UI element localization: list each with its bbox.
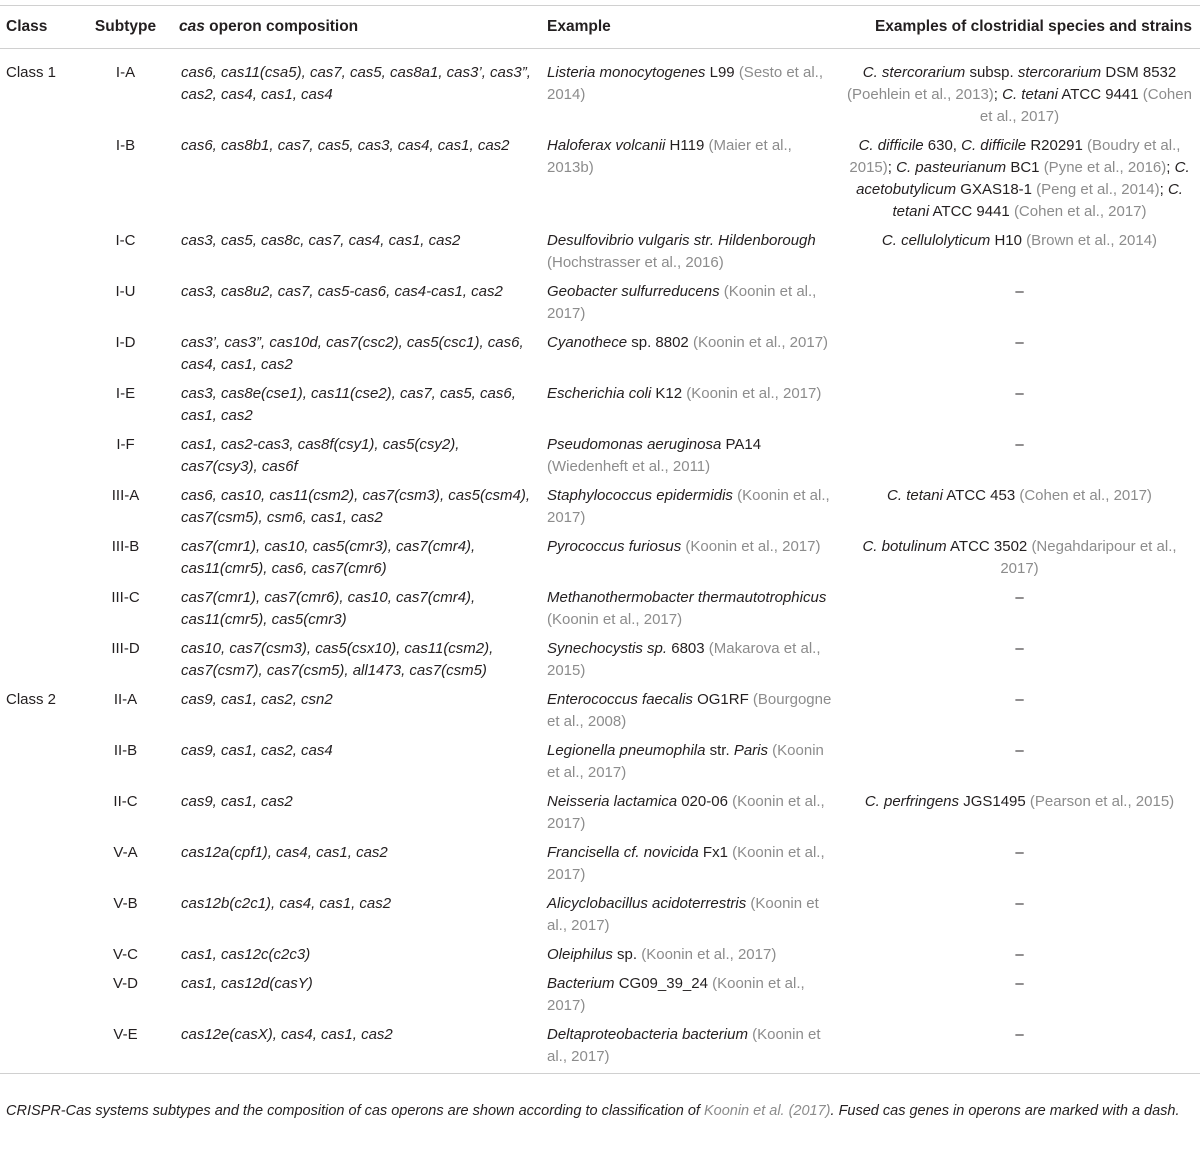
example-species: Neisseria lactamica — [547, 793, 678, 810]
cell-example — [541, 49, 839, 133]
header-row — [0, 6, 1200, 49]
example-strain: L99 — [705, 64, 739, 81]
example-species: Escherichia coli — [547, 385, 652, 402]
clostridial-species: stercorarium — [1017, 64, 1102, 81]
cell-subtype: II-B — [113, 742, 138, 759]
cell-class — [0, 941, 78, 970]
cell-example — [541, 533, 839, 584]
example-reference: (Koonin et al., 2017) — [547, 844, 825, 883]
clostridial-reference: (Cohen et al., 2017) — [1019, 487, 1152, 504]
example-species: Cyanothece — [547, 334, 628, 351]
cell-clostridial — [839, 380, 1200, 431]
table-row — [0, 839, 1200, 890]
header-operon-rest: operon composition — [204, 18, 359, 35]
clostridial-reference: (Pyne et al., 2016) — [1043, 159, 1167, 176]
empty-dash: – — [1015, 975, 1024, 992]
clostridial-reference: (Negahdaripour et al., 2017) — [1000, 538, 1177, 577]
header-operon-em: cas — [179, 18, 205, 35]
example-reference: (Koonin et al., 2017) — [547, 487, 830, 526]
cell-subtype: V-C — [112, 946, 138, 963]
example-species: Geobacter sulfurreducens — [547, 283, 720, 300]
example-strain: PA14 — [721, 436, 762, 453]
cell-clostridial — [839, 788, 1200, 839]
example-strain: 020-06 — [677, 793, 733, 810]
cell-operon: cas6, cas11(csa5), cas7, cas5, cas8a1, cas3’, cas3”, cas2, cas4, cas1, cas4 — [181, 64, 531, 103]
header-clostridial: Examples of clostridial species and strains — [839, 6, 1200, 49]
cell-subtype: V-A — [113, 844, 138, 861]
clostridial-strain: H10 — [990, 232, 1027, 249]
table-body — [0, 49, 1200, 1074]
example-reference: (Makarova et al., 2015) — [547, 640, 821, 679]
cell-operon: cas12e(casX), cas4, cas1, cas2 — [173, 1021, 541, 1074]
cell-subtype: III-D — [111, 640, 140, 657]
table-row — [0, 132, 1200, 227]
cell-subtype: II-C — [113, 793, 138, 810]
example-reference: (Koonin et al., 2017) — [547, 793, 825, 832]
table-row — [0, 482, 1200, 533]
example-species: Francisella cf. novicida — [547, 844, 699, 861]
cell-operon: cas1, cas12d(casY) — [181, 975, 313, 992]
cell-example — [541, 970, 839, 1021]
cell-class — [0, 737, 78, 788]
example-species: Methanothermobacter thermautotrophicus — [547, 589, 827, 606]
table-row — [0, 227, 1200, 278]
cell-example — [541, 380, 839, 431]
cell-example — [541, 941, 839, 970]
cell-clostridial — [839, 227, 1200, 278]
cell-class: Class 2 — [6, 691, 57, 708]
cell-class — [0, 431, 78, 482]
empty-dash: – — [1015, 589, 1024, 606]
cell-subtype: V-E — [78, 1021, 173, 1074]
table-row — [0, 584, 1200, 635]
example-reference: (Koonin et al., 2017) — [692, 334, 829, 351]
cell-operon: cas7(cmr1), cas10, cas5(cmr3), cas7(cmr4), cas11(cmr5), cas6, cas7(cmr6) — [181, 538, 476, 577]
header-subtype: Subtype — [78, 6, 173, 49]
example-reference: (Koonin et al., 2017) — [686, 385, 822, 402]
table-row — [0, 788, 1200, 839]
clostridial-strain: DSM 8532 — [1101, 64, 1177, 81]
cell-operon: cas9, cas1, cas2, cas4 — [181, 742, 333, 759]
empty-dash: – — [1015, 436, 1024, 453]
example-species: Pseudomonas aeruginosa — [547, 436, 722, 453]
cell-operon: cas9, cas1, cas2 — [181, 793, 293, 810]
cell-operon: cas6, cas8b1, cas7, cas5, cas3, cas4, cas1, cas2 — [181, 137, 510, 154]
cell-operon: cas12a(cpf1), cas4, cas1, cas2 — [181, 844, 388, 861]
cell-clostridial — [839, 431, 1200, 482]
cell-operon: cas7(cmr1), cas7(cmr6), cas10, cas7(cmr4), cas11(cmr5), cas5(cmr3) — [181, 589, 476, 628]
example-strain-name: Paris — [733, 742, 768, 759]
table-row — [0, 380, 1200, 431]
cell-class — [0, 132, 78, 227]
table-row — [0, 890, 1200, 941]
cell-operon: cas6, cas10, cas11(csm2), cas7(csm3), cas5(csm4), cas7(csm5), csm6, cas1, cas2 — [181, 487, 530, 526]
example-strain: K12 — [651, 385, 687, 402]
cell-example — [541, 635, 839, 686]
cell-class — [0, 227, 78, 278]
cell-subtype: II-A — [113, 691, 138, 708]
clostridial-species: C. perfringens — [864, 793, 960, 810]
cell-operon: cas1, cas12c(c2c3) — [181, 946, 311, 963]
example-species: Deltaproteobacteria bacterium — [547, 1026, 748, 1043]
example-species: Enterococcus faecalis — [547, 691, 693, 708]
cell-subtype: I-D — [115, 334, 136, 351]
clostridial-strain: JGS1495 — [959, 793, 1030, 810]
example-reference: (Wiedenheft et al., 2011) — [547, 458, 711, 475]
cell-class — [0, 380, 78, 431]
table-row — [0, 635, 1200, 686]
example-strain: sp. — [612, 946, 642, 963]
clostridial-strain: GXAS18-1 — [956, 181, 1037, 198]
caption-after: . Fused cas genes in operons are marked with a dash. — [830, 1103, 1180, 1119]
example-reference: (Koonin et al., 2017) — [547, 283, 817, 322]
table-row — [0, 431, 1200, 482]
header-operon — [173, 6, 541, 49]
cell-example — [541, 788, 839, 839]
cell-clostridial — [839, 482, 1200, 533]
clostridial-species: C. tetani — [892, 181, 1183, 220]
table-row — [0, 49, 1200, 133]
clostridial-reference: (Cohen et al., 2017) — [979, 86, 1192, 125]
cell-subtype: I-E — [115, 385, 136, 402]
empty-dash: – — [1015, 742, 1024, 759]
example-species: Staphylococcus epidermidis — [547, 487, 733, 504]
clostridial-reference: (Pearson et al., 2015) — [1029, 793, 1175, 810]
cell-example — [541, 584, 839, 635]
clostridial-strain: ATCC 9441 — [929, 203, 1014, 220]
clostridial-strain: BC1 — [1006, 159, 1044, 176]
cell-subtype: V-B — [113, 895, 138, 912]
cell-subtype: III-C — [111, 589, 140, 606]
example-reference: (Koonin et al., 2017) — [547, 895, 819, 934]
cell-example — [541, 132, 839, 227]
clostridial-species: C. tetani — [887, 487, 943, 504]
cell-class — [0, 635, 78, 686]
empty-dash: – — [1015, 946, 1024, 963]
clostridial-strain: ; — [1159, 181, 1168, 198]
crispr-cas-table — [0, 5, 1200, 1074]
cell-class — [0, 890, 78, 941]
cell-subtype: I-B — [115, 137, 136, 154]
clostridial-strain: ATCC 453 — [942, 487, 1020, 504]
table-row — [0, 686, 1200, 737]
clostridial-species: C. cellulolyticum — [881, 232, 991, 249]
table-row — [0, 941, 1200, 970]
example-reference: (Koonin et al., 2017) — [547, 742, 824, 781]
caption-before: CRISPR-Cas systems subtypes and the composition of cas operons are shown according to classification of — [6, 1103, 704, 1119]
clostridial-strain: 630, — [923, 137, 962, 154]
table-row — [0, 278, 1200, 329]
example-species: Desulfovibrio vulgaris str. Hildenborough — [547, 232, 816, 249]
clostridial-strain: ATCC 3502 — [946, 538, 1032, 555]
example-strain: H119 — [665, 137, 709, 154]
cell-clostridial — [839, 1021, 1200, 1074]
example-reference: (Koonin et al., 2017) — [685, 538, 821, 555]
empty-dash: – — [1015, 283, 1024, 300]
clostridial-species: C. pasteurianum — [896, 159, 1007, 176]
example-reference: (Koonin et al., 2017) — [547, 975, 805, 1014]
example-species: Synechocystis sp. — [547, 640, 668, 657]
example-reference: (Koonin et al., 2017) — [547, 611, 683, 628]
cell-subtype: III-A — [111, 487, 140, 504]
clostridial-strain: R20291 — [1026, 137, 1088, 154]
cell-example — [541, 227, 839, 278]
example-reference: (Hochstrasser et al., 2016) — [547, 254, 724, 271]
clostridial-species: C. difficile — [858, 137, 924, 154]
example-reference: (Koonin et al., 2017) — [547, 1026, 821, 1065]
clostridial-strain: ATCC 9441 — [1058, 86, 1143, 103]
empty-dash: – — [1015, 334, 1024, 351]
example-strain: 6803 — [667, 640, 709, 657]
example-strain: OG1RF — [692, 691, 753, 708]
cell-example — [541, 329, 839, 380]
cell-class — [0, 584, 78, 635]
cell-operon: cas3, cas5, cas8c, cas7, cas4, cas1, cas2 — [181, 232, 461, 249]
cell-clostridial — [839, 49, 1200, 133]
table-row — [0, 1021, 1200, 1074]
cell-clostridial — [839, 941, 1200, 970]
cell-class — [0, 533, 78, 584]
table-row — [0, 329, 1200, 380]
example-species: Legionella pneumophila — [547, 742, 706, 759]
cell-clostridial — [839, 278, 1200, 329]
table-row — [0, 737, 1200, 788]
clostridial-strain: subsp. — [965, 64, 1018, 81]
example-reference: (Koonin et al., 2017) — [641, 946, 777, 963]
clostridial-species: C. stercorarium — [862, 64, 966, 81]
cell-operon: cas10, cas7(csm3), cas5(csx10), cas11(csm2), cas7(csm7), cas7(csm5), all1473, cas7(csm5) — [181, 640, 494, 679]
clostridial-species: C. botulinum — [862, 538, 947, 555]
cell-clostridial — [839, 533, 1200, 584]
cell-clostridial — [839, 584, 1200, 635]
cell-class: Class 1 — [6, 64, 57, 81]
cell-operon: cas12b(c2c1), cas4, cas1, cas2 — [181, 895, 392, 912]
example-reference: (Sesto et al., 2014) — [547, 64, 824, 103]
example-species: Listeria monocytogenes — [547, 64, 706, 81]
caption-ref: Koonin et al. (2017) — [703, 1103, 831, 1119]
cell-subtype: V-D — [112, 975, 138, 992]
example-species: Pyrococcus furiosus — [547, 538, 682, 555]
example-species: Alicyclobacillus acidoterrestris — [547, 895, 747, 912]
empty-dash: – — [1015, 844, 1024, 861]
example-strain: sp. 8802 — [627, 334, 693, 351]
cell-subtype: I-C — [115, 232, 136, 249]
example-strain: CG09_39_24 — [614, 975, 713, 992]
clostridial-reference: (Poehlein et al., 2013) — [847, 86, 994, 103]
example-strain: str. — [705, 742, 734, 759]
header-example: Example — [541, 6, 839, 49]
cell-subtype: III-B — [111, 538, 140, 555]
cell-class — [0, 329, 78, 380]
empty-dash: – — [1015, 640, 1024, 657]
cell-example — [541, 737, 839, 788]
table-caption — [6, 1100, 1196, 1122]
example-strain: Fx1 — [698, 844, 733, 861]
cell-subtype: I-A — [115, 64, 136, 81]
cell-class — [0, 482, 78, 533]
cell-example — [541, 431, 839, 482]
clostridial-species: C. difficile — [961, 137, 1027, 154]
header-class: Class — [0, 6, 78, 49]
cell-example — [541, 482, 839, 533]
table-wrapper — [0, 5, 1200, 1074]
clostridial-strain: ; — [1166, 159, 1175, 176]
clostridial-reference: (Peng et al., 2014) — [1036, 181, 1160, 198]
empty-dash: – — [1015, 895, 1024, 912]
clostridial-reference: (Cohen et al., 2017) — [1013, 203, 1147, 220]
clostridial-strain: ; — [993, 86, 1003, 103]
clostridial-reference: (Boudry et al., 2015) — [849, 137, 1181, 176]
cell-example — [541, 890, 839, 941]
cell-operon: cas3’, cas3”, cas10d, cas7(csc2), cas5(csc1), cas6, cas4, cas1, cas2 — [181, 334, 524, 373]
cell-example — [541, 686, 839, 737]
cell-class — [0, 278, 78, 329]
cell-operon: cas1, cas2-cas3, cas8f(csy1), cas5(csy2), cas7(csy3), cas6f — [181, 436, 460, 475]
cell-clostridial — [839, 132, 1200, 227]
cell-class — [0, 1021, 78, 1074]
cell-clostridial — [839, 839, 1200, 890]
cell-example — [541, 1021, 839, 1074]
cell-subtype: I-U — [115, 283, 136, 300]
cell-clostridial — [839, 890, 1200, 941]
table-row — [0, 970, 1200, 1021]
cell-class — [0, 839, 78, 890]
clostridial-species: C. tetani — [1002, 86, 1058, 103]
cell-example — [541, 278, 839, 329]
example-reference: (Maier et al., 2013b) — [547, 137, 792, 176]
clostridial-species: C. acetobutylicum — [856, 159, 1190, 198]
cell-operon: cas3, cas8u2, cas7, cas5-cas6, cas4-cas1, cas2 — [181, 283, 503, 300]
cell-operon: cas3, cas8e(cse1), cas11(cse2), cas7, cas5, cas6, cas1, cas2 — [181, 385, 516, 424]
clostridial-strain: ; — [887, 159, 897, 176]
empty-dash: – — [1015, 385, 1024, 402]
example-species: Bacterium — [547, 975, 615, 992]
table-row — [0, 533, 1200, 584]
clostridial-reference: (Brown et al., 2014) — [1026, 232, 1158, 249]
cell-class — [0, 970, 78, 1021]
cell-clostridial — [839, 970, 1200, 1021]
example-species: Haloferax volcanii — [547, 137, 666, 154]
cell-clostridial — [839, 686, 1200, 737]
cell-subtype: I-F — [116, 436, 135, 453]
cell-clostridial — [839, 737, 1200, 788]
empty-dash: – — [1015, 691, 1024, 708]
cell-clostridial — [839, 635, 1200, 686]
cell-example — [541, 839, 839, 890]
empty-dash: – — [1015, 1026, 1024, 1043]
cell-clostridial — [839, 329, 1200, 380]
cell-class — [0, 788, 78, 839]
example-species: Oleiphilus — [547, 946, 613, 963]
cell-operon: cas9, cas1, cas2, csn2 — [181, 691, 333, 708]
example-reference: (Bourgogne et al., 2008) — [547, 691, 832, 730]
